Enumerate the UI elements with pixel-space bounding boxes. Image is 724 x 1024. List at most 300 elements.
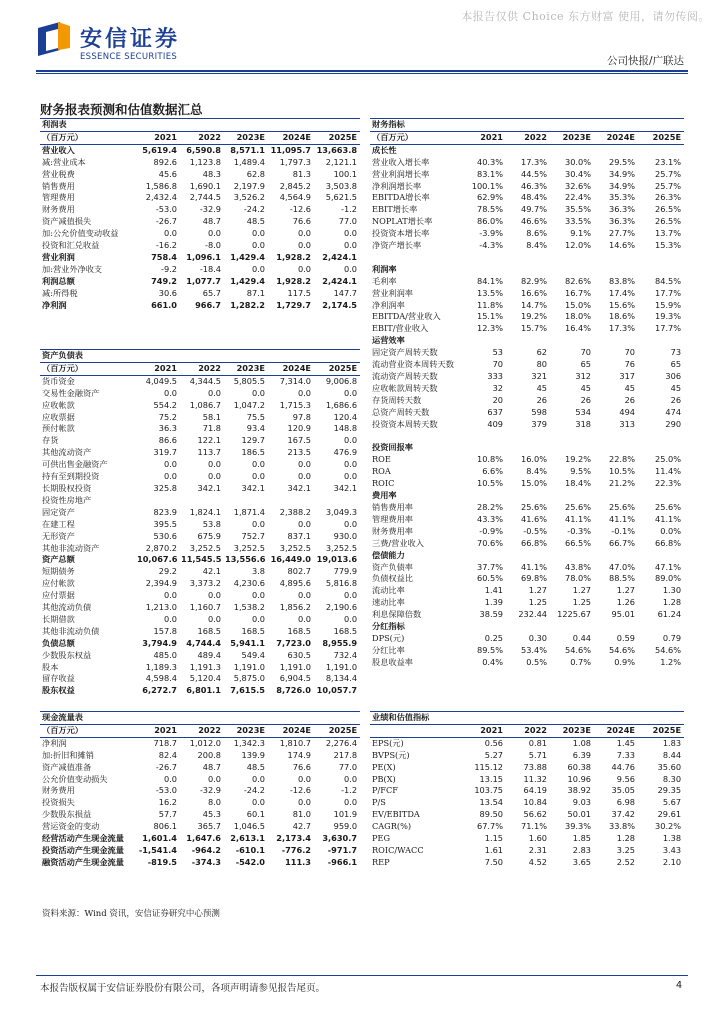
cell-value (638, 335, 684, 347)
cell-value (638, 550, 684, 562)
brand-logo (36, 20, 206, 68)
cell-value: 117.5 (287, 287, 311, 298)
cell-value: 16.7% (564, 287, 591, 298)
cell-value: 12.3% (476, 323, 503, 334)
cell-value: 1.08 (572, 737, 591, 748)
cell-value: 0.0 (297, 773, 311, 784)
cell-value: 47.0% (608, 561, 635, 572)
cell-value: 718.7 (153, 737, 177, 748)
cell-value: 15.0% (564, 299, 591, 310)
table-row (370, 657, 684, 669)
cell-value: 306 (665, 371, 682, 382)
cell-value: 3,526.2 (233, 192, 265, 203)
year-header: 2022 (506, 724, 550, 737)
cell-value: 474 (665, 406, 682, 417)
table-row (370, 633, 684, 645)
cell-value: 33.5% (564, 216, 591, 227)
cell-value: 13.7% (655, 228, 682, 239)
table-row (40, 264, 360, 276)
cell-value: 54.6% (608, 644, 635, 655)
cell-value: 8,571.1 (230, 144, 265, 155)
cell-value: 0.0 (344, 518, 358, 529)
cell-value: 0.0 (251, 387, 265, 398)
cell-value (462, 252, 506, 264)
cell-value: 54.6% (564, 644, 591, 655)
row-label: 投资损失 (42, 797, 75, 808)
cell-value (638, 144, 684, 156)
cell-value: 6.39 (572, 749, 591, 760)
table-row (40, 483, 360, 495)
cell-value: 26.5% (655, 216, 682, 227)
cell-value: 8,134.4 (325, 673, 358, 684)
cell-value: 0.0 (163, 459, 177, 470)
cell-value: 54.6% (655, 644, 682, 655)
table-title-row (40, 119, 360, 132)
row-label: 营业收入 (42, 144, 75, 155)
cell-value: 0.81 (528, 737, 547, 748)
cell-value: 65 (670, 359, 682, 370)
cell-value: 8.4% (526, 240, 547, 251)
row-label: ROIC (372, 478, 395, 489)
row-label: 流动比率 (372, 585, 405, 596)
cell-value: 4,230.6 (233, 578, 265, 589)
cell-value: 5,621.5 (325, 192, 358, 203)
unit-header: （百万元） (40, 131, 136, 144)
row-label: EBITDA/营业收入 (372, 311, 441, 322)
cell-value: 1,160.7 (189, 602, 221, 613)
cell-value: 1.45 (616, 737, 635, 748)
cell-value: 3.43 (662, 844, 682, 855)
table-row (40, 857, 360, 869)
cell-value: 0.0 (251, 263, 265, 274)
row-label: 其他非流动负债 (42, 625, 100, 636)
cell-value: 10.96 (567, 773, 591, 784)
row-label: 利润总额 (42, 275, 75, 286)
cell-value: 2,173.4 (276, 833, 311, 844)
cell-value: 494 (619, 406, 635, 417)
cell-value: 9.5% (570, 466, 591, 477)
cell-value: 48.5 (246, 761, 265, 772)
cell-value: 1,824.1 (189, 506, 221, 517)
cell-value: 35.5% (564, 204, 591, 215)
table-row (370, 300, 684, 312)
cell-value: -542.0 (235, 856, 265, 867)
row-label: 净利润率 (372, 299, 405, 310)
cell-value: 42.1 (202, 566, 221, 577)
cell-value: 157.8 (153, 625, 177, 636)
row-label: EBIT增长率 (372, 204, 418, 215)
cell-value: 174.9 (287, 749, 311, 760)
row-label: 股东权益 (42, 685, 75, 696)
table-row (370, 597, 684, 609)
table-title-row (370, 712, 684, 725)
cell-value: 2,174.5 (322, 299, 358, 310)
cell-value: 17.7% (655, 287, 682, 298)
table-row (370, 323, 684, 335)
table-header-row (40, 724, 360, 737)
year-header: 2022 (180, 131, 224, 144)
cell-value: 25.6% (655, 501, 682, 512)
row-label: P/FCF (372, 785, 398, 796)
table-row (40, 300, 360, 312)
cell-value: 8.0 (207, 797, 221, 808)
cell-value: 12.0% (564, 240, 591, 251)
table-row (40, 471, 360, 483)
cell-value (462, 431, 506, 443)
cell-value: 342.1 (333, 482, 358, 493)
cell-value: 20 (492, 394, 503, 405)
cell-value: -12.6 (289, 204, 311, 215)
row-label: 应收票据 (42, 411, 75, 422)
cell-value: 2,870.2 (145, 542, 177, 553)
cell-value: 598 (531, 406, 547, 417)
cell-value: -24.2 (243, 204, 265, 215)
cell-value: 16.0% (520, 454, 547, 465)
table-row (370, 550, 684, 562)
cell-value (550, 252, 594, 264)
row-label: 存货周转天数 (372, 394, 422, 405)
cell-value: 39.3% (564, 821, 591, 832)
cell-value: 4,895.6 (279, 578, 311, 589)
cell-value: 28.2% (476, 501, 503, 512)
cell-value: 0.0 (163, 773, 177, 784)
table-row (40, 578, 360, 590)
cell-value: 0.0 (297, 590, 311, 601)
cell-value: 5.67 (662, 797, 682, 808)
cell-value: 1,690.1 (189, 180, 221, 191)
cell-value: 13.15 (479, 773, 503, 784)
cell-value: 8.4% (526, 466, 547, 477)
cell-value: 113.7 (197, 447, 221, 458)
cell-value: 0.0 (344, 773, 358, 784)
cell-value: 959.0 (333, 821, 358, 832)
row-label: PEG (372, 833, 391, 844)
header-divider (36, 70, 688, 72)
row-label: ROA (372, 466, 391, 477)
table-row (40, 750, 360, 762)
cell-value: 0.0 (297, 263, 311, 274)
row-label: 固定资产 (42, 506, 75, 517)
table-row (40, 602, 360, 614)
cell-value: 73 (670, 347, 682, 358)
row-label: 预付帐款 (42, 423, 75, 434)
cell-value: 32 (492, 382, 503, 393)
table-row (370, 169, 684, 181)
cell-value: 53.8 (202, 518, 221, 529)
cell-value: 11.4% (655, 466, 682, 477)
cell-value: 1.60 (528, 833, 547, 844)
year-header: 2023E (224, 131, 268, 144)
cell-value: 0.0 (251, 613, 265, 624)
cell-value: 34.9% (608, 180, 635, 191)
row-label: 存货 (42, 435, 59, 446)
cell-value: 290 (665, 418, 682, 429)
cell-value: -32.9 (199, 785, 221, 796)
cell-value: 13.54 (479, 797, 503, 808)
cell-value: 0.44 (572, 632, 591, 643)
table-row (40, 423, 360, 435)
cell-value: 41.6% (520, 513, 547, 524)
cell-value: 0.25 (484, 632, 503, 643)
row-label: 长期借款 (42, 613, 75, 624)
cell-value (506, 144, 550, 156)
row-label: BVPS(元) (372, 749, 410, 760)
row-label: 投资活动产生现金流量 (42, 844, 124, 855)
cell-value (462, 335, 506, 347)
table-row (370, 407, 684, 419)
cell-value: 213.5 (287, 447, 311, 458)
cell-value: 1,191.0 (279, 661, 311, 672)
cell-value: 1,856.2 (279, 602, 311, 613)
row-label: PE(X) (372, 761, 396, 772)
cell-value: 56.62 (523, 809, 547, 820)
cell-value: 42.7 (292, 821, 311, 832)
cell-value: 41.1% (520, 561, 547, 572)
cell-value: 1225.67 (557, 609, 591, 620)
row-label: 资产减值准备 (42, 761, 92, 772)
table-row (40, 228, 360, 240)
cell-value: 1.41 (484, 585, 503, 596)
row-label: 营业利润率 (372, 287, 413, 298)
cell-value (594, 335, 638, 347)
cell-value: 325.8 (153, 482, 177, 493)
cell-value: 5.27 (484, 749, 503, 760)
cell-value: 11,095.7 (270, 144, 311, 155)
table-row (370, 762, 684, 774)
cell-value (638, 442, 684, 454)
table-header-row (370, 724, 684, 737)
cell-value: 0.79 (662, 632, 682, 643)
cell-value: 86.0% (476, 216, 503, 227)
cell-value: 2,613.1 (230, 833, 265, 844)
cell-value: 1,189.3 (145, 661, 177, 672)
cell-value: 41.1% (655, 513, 682, 524)
cell-value (594, 252, 638, 264)
cell-value: 147.7 (333, 287, 358, 298)
cell-value: 0.0 (297, 471, 311, 482)
cell-value: 0.0 (163, 613, 177, 624)
cell-value: 57.7 (158, 809, 177, 820)
year-header: 2024E (594, 131, 638, 144)
cell-value: 1.39 (484, 597, 503, 608)
cell-value: 2,276.4 (325, 737, 358, 748)
cell-value: 4,049.5 (145, 375, 177, 386)
table-row (370, 845, 684, 857)
cell-value: 0.4% (482, 656, 503, 667)
year-header: 2021 (136, 131, 180, 144)
cell-value: 26 (670, 394, 682, 405)
row-label: 留存收益 (42, 673, 75, 684)
cell-value (594, 621, 638, 633)
table-row (40, 447, 360, 459)
table-row (40, 495, 360, 507)
cell-value: 25.6% (608, 501, 635, 512)
cell-value: 534 (575, 406, 591, 417)
table-row (370, 645, 684, 657)
cell-value: 4.52 (528, 856, 547, 867)
cell-value: 70.6% (476, 537, 503, 548)
cell-value (550, 490, 594, 502)
cell-value: 0.0 (163, 228, 177, 239)
cell-value: 1.27 (528, 585, 547, 596)
row-label: 减:所得税 (42, 287, 78, 298)
cell-value: 34.9% (608, 168, 635, 179)
cell-value: 81.0 (292, 809, 311, 820)
cell-value: 44.5% (520, 168, 547, 179)
cell-value: 10.5% (476, 478, 503, 489)
row-label: 流动资产周转天数 (372, 371, 438, 382)
cell-value: 25.6% (564, 501, 591, 512)
row-label: 总资产周转天数 (372, 406, 430, 417)
cell-value: 47.1% (655, 561, 682, 572)
table-row (370, 585, 684, 597)
cell-value: -1.2 (341, 204, 358, 215)
cell-value: 2,424.1 (322, 275, 358, 286)
cell-value: 2.31 (528, 844, 547, 855)
cell-value: 1.30 (662, 585, 682, 596)
table-row (370, 538, 684, 550)
cell-value: 168.5 (197, 625, 221, 636)
table-row (40, 412, 360, 424)
table-title-row (40, 350, 360, 363)
row-label: 投资资本增长率 (372, 228, 430, 239)
year-header: 2024E (268, 724, 314, 737)
cell-value: 7.33 (616, 749, 635, 760)
table-row (370, 240, 684, 252)
cell-value: -18.4 (199, 263, 221, 274)
cell-value: 93.4 (246, 423, 265, 434)
cell-value: 4,598.4 (145, 673, 177, 684)
cell-value: 1.25 (572, 597, 591, 608)
year-header: 2023E (550, 724, 594, 737)
cell-value: 1.15 (484, 833, 503, 844)
cell-value: 530.6 (153, 530, 177, 541)
row-label: 短期债务 (42, 566, 75, 577)
cell-value: 342.1 (197, 482, 221, 493)
cell-value: 217.8 (333, 749, 358, 760)
cell-value (462, 621, 506, 633)
row-label: 管理费用 (42, 192, 75, 203)
year-header: 2023E (224, 724, 268, 737)
cell-value: 1,686.6 (325, 399, 358, 410)
cell-value: 95.01 (611, 609, 635, 620)
cell-value: 37.42 (611, 809, 635, 820)
cell-value: 3,503.8 (325, 180, 358, 191)
cell-value: 554.2 (153, 399, 177, 410)
cell-value: 365.7 (197, 821, 221, 832)
cell-value: 65.7 (202, 287, 221, 298)
cell-value: -53.0 (155, 785, 177, 796)
cell-value: 0.7% (570, 656, 591, 667)
cell-value: 71.8 (202, 423, 221, 434)
table-row (40, 375, 360, 387)
table-row (370, 857, 684, 869)
cell-value: 71.1% (520, 821, 547, 832)
cell-value: 19.3% (655, 311, 682, 322)
table-row (40, 276, 360, 288)
cell-value: 8,955.9 (322, 637, 358, 648)
row-label: 投资回报率 (372, 442, 413, 453)
cell-value: -8.0 (205, 240, 221, 251)
cell-value: 0.0 (297, 240, 311, 251)
cell-value: 1,601.4 (142, 833, 177, 844)
year-header: 2025E (638, 131, 684, 144)
cell-value: 3,049.3 (325, 506, 358, 517)
cell-value (638, 264, 684, 276)
cell-value: 1,489.4 (233, 156, 265, 167)
table-row (40, 737, 360, 749)
cell-value: 3,252.5 (189, 542, 221, 553)
row-label: 营业税费 (42, 168, 75, 179)
cell-value: 89.5% (476, 644, 503, 655)
cell-value: 13,556.6 (225, 554, 266, 565)
cell-value: 1,096.1 (186, 251, 221, 262)
cell-value (594, 550, 638, 562)
cell-value: 48.7 (202, 216, 221, 227)
cell-value (506, 490, 550, 502)
row-label: ROIC/WACC (372, 844, 424, 855)
cell-value: 0.0 (344, 387, 358, 398)
cell-value: -0.1% (611, 525, 635, 536)
cell-value: 1,191.3 (189, 661, 221, 672)
cell-value: 1,123.8 (189, 156, 221, 167)
cell-value: 13.5% (476, 287, 503, 298)
cell-value: 18.0% (564, 311, 591, 322)
cell-value: 45.3 (202, 809, 221, 820)
cell-value: 8,726.0 (276, 685, 311, 696)
cell-value: 30.2% (655, 821, 682, 832)
row-label: REP (372, 856, 390, 867)
table-row (370, 181, 684, 193)
cell-value: 26 (536, 394, 547, 405)
cell-value: 0.9% (614, 656, 635, 667)
cell-value: 35.05 (611, 785, 635, 796)
cell-value: 0.0 (251, 797, 265, 808)
cell-value: 19.2% (564, 454, 591, 465)
table-row (40, 833, 360, 845)
row-label: 其他流动负债 (42, 602, 92, 613)
cell-value: 5,619.4 (142, 144, 177, 155)
cell-value: 78.0% (564, 573, 591, 584)
cell-value: 6,904.5 (279, 673, 311, 684)
row-label: 成长性 (372, 144, 397, 155)
cell-value: -26.7 (155, 761, 177, 772)
cell-value: 22.4% (564, 192, 591, 203)
row-label: 应付票据 (42, 590, 75, 601)
cell-value: 3.65 (572, 856, 591, 867)
cell-value: 70 (580, 347, 591, 358)
cell-value: 37.7% (476, 561, 503, 572)
cell-value: 9,006.8 (325, 375, 358, 386)
table-row (40, 774, 360, 786)
cell-value: 50.01 (567, 809, 591, 820)
cell-value: 5,816.8 (325, 578, 358, 589)
cell-value: 0.30 (528, 632, 547, 643)
cell-value: 38.92 (567, 785, 591, 796)
row-label: 三费/营业收入 (372, 537, 424, 548)
cell-value (594, 442, 638, 454)
cell-value: 3,373.2 (189, 578, 221, 589)
cell-value: 0.0 (207, 459, 221, 470)
cell-value: 77.0 (338, 216, 358, 227)
table-title-row (370, 119, 684, 132)
cell-value (550, 335, 594, 347)
cell-value: -819.5 (147, 856, 177, 867)
table-row (370, 621, 684, 633)
cell-value: 0.5% (526, 656, 547, 667)
table-row (370, 157, 684, 169)
row-label: 销售费用 (42, 180, 75, 191)
